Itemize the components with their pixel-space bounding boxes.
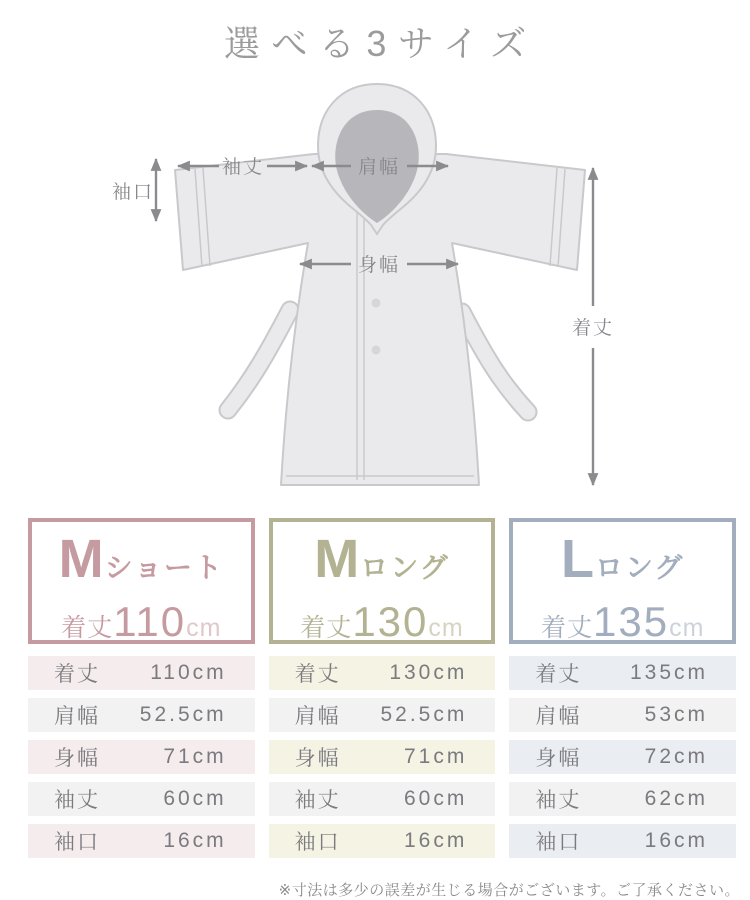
spec-row <box>269 740 496 774</box>
spec-row <box>269 698 496 732</box>
spec-value: 16cm <box>403 829 468 852</box>
spec-row <box>28 824 255 858</box>
size-card-m-long <box>269 518 496 644</box>
spec-label: 肩幅 <box>54 705 100 728</box>
spec-value: 72cm <box>644 745 709 768</box>
length-prefix: 着丈 <box>540 614 593 642</box>
size-card-m-short <box>28 518 255 644</box>
spec-row <box>509 824 736 858</box>
spec-value: 16cm <box>163 829 227 852</box>
spec-value: 16cm <box>644 829 709 852</box>
robe-diagram-svg <box>100 80 660 515</box>
size-card-length <box>273 600 492 654</box>
length-value: 130 <box>352 598 429 645</box>
size-type: ショート <box>104 552 225 583</box>
page-title: 選べる3サイズ <box>223 23 538 64</box>
spec-label: 身幅 <box>535 747 582 770</box>
spec-label: 肩幅 <box>535 705 582 728</box>
robe-measurement-diagram <box>100 80 660 515</box>
size-letter: M <box>58 529 105 589</box>
spec-label: 着丈 <box>54 663 100 686</box>
size-card-title <box>32 530 251 602</box>
spec-label: 袖丈 <box>535 789 582 812</box>
size-card-length <box>32 600 251 654</box>
size-column-m-short <box>28 518 255 866</box>
spec-row <box>269 656 496 690</box>
spec-row <box>28 782 255 816</box>
body-width-label: 身幅 <box>357 255 401 276</box>
length-prefix: 着丈 <box>300 614 353 642</box>
garment-length-label: 着丈 <box>571 318 615 339</box>
size-card-length <box>513 600 732 654</box>
spec-value: 62cm <box>644 787 709 810</box>
size-card-l-long <box>509 518 736 644</box>
spec-row <box>28 740 255 774</box>
size-card-title <box>273 530 492 602</box>
spec-row <box>269 824 496 858</box>
spec-table-m-long <box>269 656 496 858</box>
length-unit: cm <box>186 614 222 642</box>
spec-value: 60cm <box>403 787 468 810</box>
spec-value: 135cm <box>629 661 709 684</box>
spec-table-m-short <box>28 656 255 858</box>
spec-value: 71cm <box>163 745 227 768</box>
waist-tie-left <box>228 310 290 410</box>
length-value: 135 <box>592 598 670 645</box>
size-type: ロング <box>360 552 450 583</box>
size-letter: L <box>560 529 595 589</box>
cuff-label: 袖口 <box>111 182 155 203</box>
spec-label: 袖丈 <box>294 789 341 812</box>
spec-label: 袖口 <box>535 831 582 854</box>
cuff-arrow <box>112 159 156 221</box>
spec-row <box>509 782 736 816</box>
shoulder-width-label: 肩幅 <box>357 157 401 178</box>
length-value: 110 <box>113 598 187 645</box>
spec-value: 52.5cm <box>139 703 227 726</box>
spec-label: 身幅 <box>294 747 341 770</box>
size-card-title <box>513 530 732 602</box>
size-column-l-long <box>509 518 736 866</box>
spec-label: 着丈 <box>535 663 582 686</box>
size-cards-row <box>0 518 750 866</box>
sleeve-length-label: 袖丈 <box>221 157 265 178</box>
size-column-m-long <box>269 518 496 866</box>
spec-value: 130cm <box>389 661 468 684</box>
spec-label: 着丈 <box>294 663 341 686</box>
spec-label: 袖口 <box>294 831 341 854</box>
length-unit: cm <box>669 614 705 642</box>
size-type: ロング <box>594 552 685 583</box>
spec-row <box>509 740 736 774</box>
spec-label: 身幅 <box>54 747 100 770</box>
spec-row <box>28 656 255 690</box>
spec-row <box>269 782 496 816</box>
spec-row <box>509 656 736 690</box>
disclaimer-note: ※寸法は多少の誤差が生じる場合がございます。ご了承ください。 <box>278 882 740 899</box>
length-prefix: 着丈 <box>61 614 114 642</box>
spec-row <box>509 698 736 732</box>
size-letter: M <box>314 529 361 589</box>
spec-label: 袖口 <box>54 831 100 854</box>
spec-value: 52.5cm <box>380 703 468 726</box>
length-unit: cm <box>428 614 464 642</box>
spec-label: 肩幅 <box>294 705 341 728</box>
spec-value: 71cm <box>403 745 468 768</box>
spec-value: 53cm <box>644 703 709 726</box>
spec-table-l-long <box>509 656 736 858</box>
spec-value: 110cm <box>150 661 227 684</box>
spec-value: 60cm <box>163 787 227 810</box>
spec-row <box>28 698 255 732</box>
spec-label: 袖丈 <box>54 789 100 812</box>
